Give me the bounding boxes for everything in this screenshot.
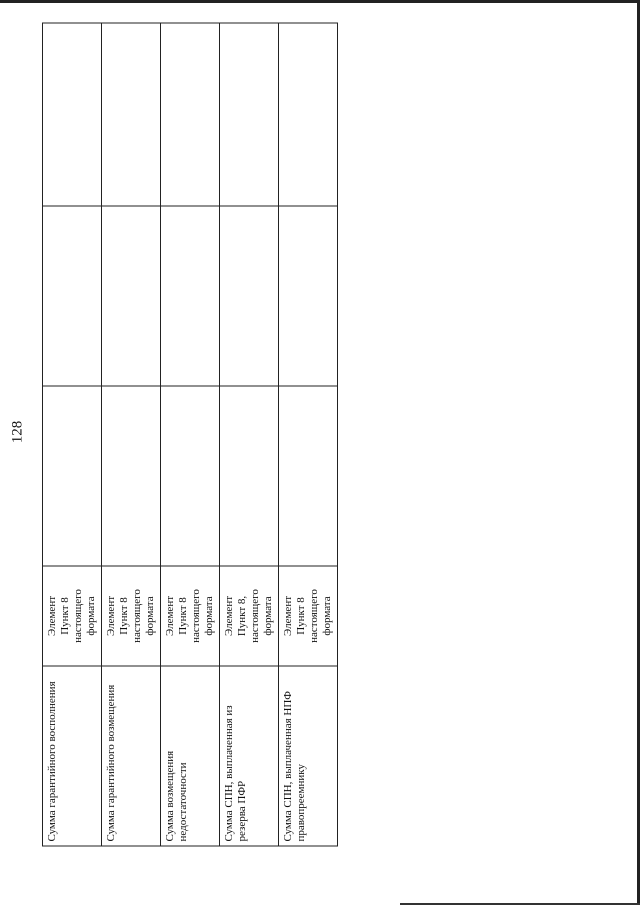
type-text: Элемент (105, 595, 117, 636)
table-row (102, 23, 161, 846)
table-frame (42, 23, 333, 846)
empty-cell (161, 206, 220, 386)
format-text: Пункт 8 настоящего формата (177, 588, 215, 643)
empty-cell (279, 206, 338, 386)
field-type-cell (161, 566, 220, 666)
field-type-cell (220, 566, 279, 666)
format-text: Пункт 8 настоящего формата (295, 588, 333, 643)
empty-cell (161, 23, 220, 206)
type-text: Элемент (46, 595, 58, 636)
field-type-cell (279, 566, 338, 666)
empty-cell (220, 386, 279, 566)
field-name-cell: Сумма СПН, выплаченная НПФ правопреемнику (279, 666, 338, 846)
empty-cell (43, 23, 102, 206)
page-number: 128 (9, 420, 26, 444)
type-text: Элемент (223, 595, 235, 636)
empty-cell (279, 386, 338, 566)
type-text: Элемент (282, 595, 294, 636)
empty-cell (279, 23, 338, 206)
empty-cell (220, 23, 279, 206)
scan-top-edge (0, 0, 640, 3)
empty-cell (43, 386, 102, 566)
rotated-table-container (42, 23, 333, 846)
empty-cell (43, 206, 102, 386)
table-row (161, 23, 220, 846)
empty-cell (220, 206, 279, 386)
field-name-cell: Сумма гарантийного восполнения (43, 666, 102, 846)
format-text: Пункт 8 настоящего формата (59, 588, 97, 643)
field-name-cell: Сумма гарантийного возмещения (102, 666, 161, 846)
format-text: Пункт 8 настоящего формата (118, 588, 156, 643)
empty-cell (102, 206, 161, 386)
field-name-cell: Сумма СПН, выплаченная из резерва ПФР (220, 666, 279, 846)
empty-cell (102, 386, 161, 566)
table-row (43, 23, 102, 846)
empty-cell (102, 23, 161, 206)
field-type-cell (102, 566, 161, 666)
table-row (220, 23, 279, 846)
format-table (42, 22, 338, 846)
field-type-cell (43, 566, 102, 666)
empty-cell (161, 386, 220, 566)
table-row (279, 23, 338, 846)
format-text: Пункт 8, настоящего формата (236, 588, 274, 643)
field-name-cell: Сумма возмещения недостаточности (161, 666, 220, 846)
type-text: Элемент (164, 595, 176, 636)
